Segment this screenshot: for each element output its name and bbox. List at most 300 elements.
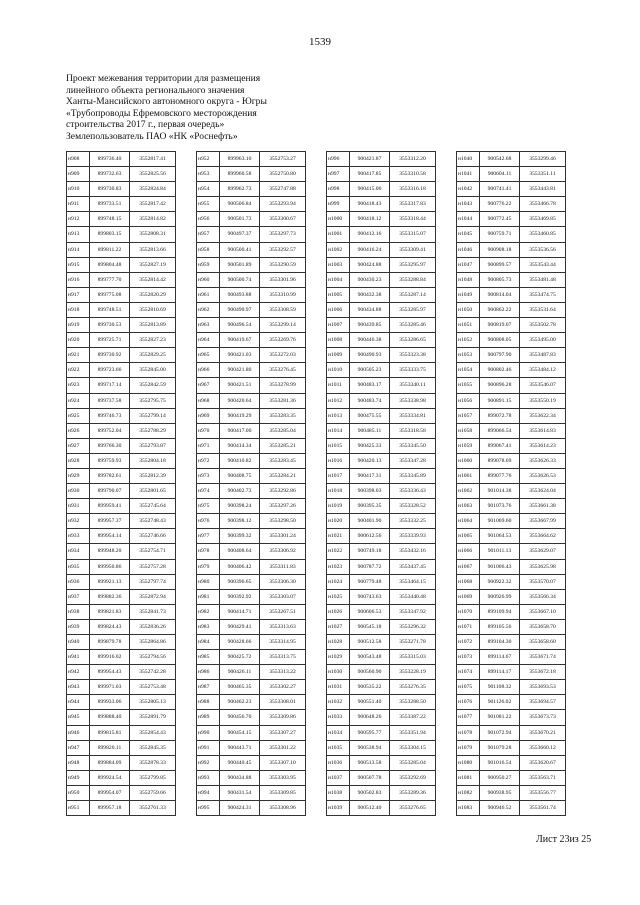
point-id: н931: [67, 499, 90, 514]
table-row: [67, 363, 176, 378]
table-row: [457, 333, 566, 348]
point-id: н996: [327, 152, 350, 167]
coord-x: 900759.71: [480, 227, 520, 242]
point-id: н1072: [457, 635, 480, 650]
coord-x: 899962.73: [220, 182, 260, 197]
coord-y: 3553298.50: [260, 514, 306, 529]
coord-x: 900779.48: [350, 574, 390, 589]
table-row: [67, 167, 176, 182]
table-row: [197, 378, 306, 393]
table-row: [197, 589, 306, 604]
table-row: [197, 197, 306, 212]
coord-y: 3552817.41: [130, 152, 176, 167]
coord-y: 3553318.58: [390, 423, 436, 438]
table-row: [197, 650, 306, 665]
coord-x: 899804.48: [90, 257, 130, 272]
table-row: [457, 242, 566, 257]
table-row: [197, 635, 306, 650]
table-row: [457, 665, 566, 680]
coord-x: 900606.53: [350, 604, 390, 619]
table-row: [67, 242, 176, 257]
coord-x: 900417.85: [350, 167, 390, 182]
table-row: [457, 302, 566, 317]
point-id: н975: [197, 499, 220, 514]
coord-y: 3553269.76: [260, 333, 306, 348]
table-row: [67, 408, 176, 423]
point-id: н1004: [327, 272, 350, 287]
coord-x: 899109.94: [480, 604, 520, 619]
coord-y: 3553440.48: [390, 589, 436, 604]
point-id: н949: [67, 770, 90, 785]
coord-x: 900542.68: [480, 152, 520, 167]
coord-y: 3553301.24: [260, 529, 306, 544]
point-id: н1061: [457, 468, 480, 483]
coord-y: 3553561.74: [520, 801, 566, 816]
coord-y: 3552805.13: [130, 695, 176, 710]
coord-x: 900414.71: [220, 604, 260, 619]
coord-x: 900926.99: [480, 589, 520, 604]
coord-x: 899879.78: [90, 635, 130, 650]
coord-x: 900604.11: [480, 167, 520, 182]
table-row: [327, 287, 436, 302]
coord-x: 900513.58: [350, 755, 390, 770]
point-id: н942: [67, 665, 90, 680]
point-id: н1002: [327, 242, 350, 257]
coord-x: 899811.22: [90, 242, 130, 257]
coord-y: 3553278.99: [260, 378, 306, 393]
table-row: [67, 725, 176, 740]
coord-x: 899959.41: [90, 499, 130, 514]
coord-y: 3553334.81: [390, 408, 436, 423]
point-id: н1044: [457, 212, 480, 227]
coord-y: 3553469.85: [520, 212, 566, 227]
coord-y: 3552799.85: [130, 770, 176, 785]
point-id: н973: [197, 468, 220, 483]
point-id: н1020: [327, 514, 350, 529]
table-row: [457, 257, 566, 272]
table-row: [327, 453, 436, 468]
coord-y: 3552753.48: [130, 680, 176, 695]
coord-y: 3553345.50: [390, 438, 436, 453]
coordinate-table: [196, 151, 306, 816]
coord-y: 3553304.15: [390, 740, 436, 755]
point-id: н1029: [327, 650, 350, 665]
point-id: н1011: [327, 378, 350, 393]
coord-x: 900896.28: [480, 378, 520, 393]
point-id: н976: [197, 514, 220, 529]
table-row: [327, 619, 436, 634]
point-id: н922: [67, 363, 90, 378]
table-row: [457, 438, 566, 453]
table-row: [457, 287, 566, 302]
table-row: [67, 318, 176, 333]
coord-y: 3553614.83: [520, 423, 566, 438]
coord-x: 901126.02: [480, 695, 520, 710]
point-id: н1038: [327, 785, 350, 800]
point-id: н1045: [457, 227, 480, 242]
table-row: [197, 499, 306, 514]
coord-y: 3552829.25: [130, 348, 176, 363]
table-row: [67, 152, 176, 167]
coord-x: 900512.40: [350, 801, 390, 816]
table-row: [67, 695, 176, 710]
coord-y: 3553693.53: [520, 680, 566, 695]
coord-x: 900802.46: [480, 363, 520, 378]
point-id: н965: [197, 348, 220, 363]
table-row: [327, 740, 436, 755]
coord-y: 3552745.64: [130, 499, 176, 514]
coord-x: 900485.11: [350, 423, 390, 438]
coord-x: 899766.30: [90, 438, 130, 453]
coord-y: 3553311.83: [260, 559, 306, 574]
coord-x: 899950.86: [90, 559, 130, 574]
table-row: [457, 740, 566, 755]
coord-x: 900424.88: [350, 257, 390, 272]
point-id: н1083: [457, 801, 480, 816]
point-id: н1027: [327, 619, 350, 634]
table-row: [67, 438, 176, 453]
coord-y: 3553307.10: [260, 755, 306, 770]
coord-x: 900505.23: [350, 363, 390, 378]
coord-x: 900454.15: [220, 725, 260, 740]
point-id: н938: [67, 604, 90, 619]
coord-y: 3553313.75: [260, 650, 306, 665]
coord-y: 3553285.04: [390, 755, 436, 770]
table-row: [327, 438, 436, 453]
coord-y: 3553347.28: [390, 453, 436, 468]
point-id: н1034: [327, 725, 350, 740]
coord-y: 3553302.27: [260, 680, 306, 695]
point-id: н1037: [327, 770, 350, 785]
coord-x: 899104.30: [480, 635, 520, 650]
table-row: [457, 363, 566, 378]
coordinate-table: [326, 151, 436, 816]
coord-x: 899790.07: [90, 484, 130, 499]
table-row: [327, 529, 436, 544]
coord-x: 900465.35: [220, 680, 260, 695]
point-id: н998: [327, 182, 350, 197]
coord-x: 899114.67: [480, 650, 520, 665]
point-id: н958: [197, 242, 220, 257]
header-line: строительства 2017 г., первая очередь»: [66, 119, 225, 131]
table-row: [197, 755, 306, 770]
coord-y: 3553299.46: [520, 152, 566, 167]
coord-y: 3553292.57: [260, 242, 306, 257]
table-row: [67, 785, 176, 800]
point-id: н969: [197, 408, 220, 423]
coord-y: 3552808.31: [130, 227, 176, 242]
coord-y: 3553614.23: [520, 438, 566, 453]
point-id: н921: [67, 348, 90, 363]
point-id: н967: [197, 378, 220, 393]
point-id: н1017: [327, 468, 350, 483]
point-id: н948: [67, 755, 90, 770]
coord-y: 3552795.75: [130, 393, 176, 408]
coord-y: 3553267.51: [260, 604, 306, 619]
point-id: н1009: [327, 348, 350, 363]
point-id: н1059: [457, 438, 480, 453]
table-row: [67, 453, 176, 468]
point-id: н1046: [457, 242, 480, 257]
coord-x: 901011.13: [480, 544, 520, 559]
point-id: н971: [197, 438, 220, 453]
table-row: [197, 423, 306, 438]
coord-x: 900434.88: [350, 302, 390, 317]
coord-y: 3553272.03: [260, 348, 306, 363]
coord-x: 899072.78: [480, 408, 520, 423]
point-id: н992: [197, 755, 220, 770]
table-row: [327, 559, 436, 574]
point-id: н1065: [457, 529, 480, 544]
table-row: [67, 514, 176, 529]
point-id: н1014: [327, 423, 350, 438]
point-id: н929: [67, 468, 90, 483]
table-row: [67, 499, 176, 514]
coord-x: 901016.54: [480, 755, 520, 770]
point-id: н952: [197, 152, 220, 167]
coord-x: 899882.36: [90, 589, 130, 604]
coord-y: 3553667.99: [520, 514, 566, 529]
coord-y: 3552891.79: [130, 710, 176, 725]
coord-y: 3553276.65: [390, 801, 436, 816]
coord-x: 899736.40: [90, 152, 130, 167]
coord-y: 3553303.07: [260, 589, 306, 604]
coord-x: 900443.71: [220, 740, 260, 755]
coord-y: 3552759.66: [130, 785, 176, 800]
table-row: [197, 182, 306, 197]
coord-x: 899752.04: [90, 423, 130, 438]
table-row: [327, 348, 436, 363]
coord-y: 3553671.74: [520, 650, 566, 665]
coord-y: 3553487.83: [520, 348, 566, 363]
point-id: н1031: [327, 680, 350, 695]
table-row: [327, 212, 436, 227]
coord-x: 899954.07: [90, 785, 130, 800]
coord-x: 899820.11: [90, 740, 130, 755]
point-id: н1001: [327, 227, 350, 242]
table-row: [197, 484, 306, 499]
point-id: н1055: [457, 378, 480, 393]
coord-x: 900398.12: [220, 514, 260, 529]
coord-x: 900440.45: [220, 755, 260, 770]
table-row: [197, 710, 306, 725]
coord-y: 3552845.35: [130, 740, 176, 755]
coord-x: 900612.56: [350, 529, 390, 544]
table-row: [327, 393, 436, 408]
table-row: [67, 378, 176, 393]
coord-x: 900922.32: [480, 574, 520, 589]
point-id: н919: [67, 318, 90, 333]
coord-y: 3553670.21: [520, 725, 566, 740]
coord-x: 900776.22: [480, 197, 520, 212]
table-row: [457, 650, 566, 665]
coord-y: 3553323.38: [390, 348, 436, 363]
point-id: н1052: [457, 333, 480, 348]
point-id: н1058: [457, 423, 480, 438]
coord-y: 3553314.95: [260, 635, 306, 650]
table-row: [67, 529, 176, 544]
coord-y: 3552761.33: [130, 801, 176, 816]
coord-x: 899746.73: [90, 408, 130, 423]
coord-x: 900506.84: [220, 197, 260, 212]
point-id: н990: [197, 725, 220, 740]
table-row: [327, 484, 436, 499]
point-id: н1015: [327, 438, 350, 453]
table-row: [67, 650, 176, 665]
header-line: Проект межевания территории для размещения: [66, 73, 261, 84]
table-row: [197, 212, 306, 227]
table-row: [197, 574, 306, 589]
coord-x: 900819.07: [480, 318, 520, 333]
table-row: [457, 725, 566, 740]
table-row: [67, 604, 176, 619]
point-id: н918: [67, 302, 90, 317]
coord-x: 900490.93: [350, 348, 390, 363]
coord-x: 900560.90: [350, 665, 390, 680]
coord-x: 899803.15: [90, 227, 130, 242]
coord-y: 3553481.48: [520, 272, 566, 287]
coord-y: 3553432.16: [390, 544, 436, 559]
coord-y: 3553336.43: [390, 484, 436, 499]
coord-y: 3553328.52: [390, 499, 436, 514]
point-id: н1041: [457, 167, 480, 182]
coord-x: 900398.03: [350, 484, 390, 499]
table-row: [197, 544, 306, 559]
point-id: н915: [67, 257, 90, 272]
coord-y: 3553624.04: [520, 484, 566, 499]
page-number: 1539: [309, 36, 331, 48]
coord-y: 3552842.59: [130, 378, 176, 393]
coord-y: 3553315.07: [390, 227, 436, 242]
coord-x: 900862.22: [480, 302, 520, 317]
table-row: [327, 755, 436, 770]
coord-y: 3553308.96: [260, 801, 306, 816]
table-row: [197, 333, 306, 348]
point-id: н947: [67, 740, 90, 755]
coord-x: 900424.31: [220, 801, 260, 816]
coord-y: 3553664.62: [520, 529, 566, 544]
coord-x: 901014.38: [480, 484, 520, 499]
point-id: н945: [67, 710, 90, 725]
coord-y: 3552812.39: [130, 468, 176, 483]
coord-y: 3553333.75: [390, 363, 436, 378]
table-row: [457, 499, 566, 514]
table-row: [197, 302, 306, 317]
table-row: [457, 227, 566, 242]
table-row: [67, 710, 176, 725]
point-id: н989: [197, 710, 220, 725]
coord-y: 3553310.58: [390, 167, 436, 182]
coord-y: 3553306.92: [260, 544, 306, 559]
coord-y: 3553484.12: [520, 363, 566, 378]
table-row: [457, 393, 566, 408]
table-row: [67, 755, 176, 770]
point-id: н970: [197, 423, 220, 438]
table-row: [457, 559, 566, 574]
header-line: Землепользователь ПАО «НК «Роснефть»: [66, 130, 238, 142]
table-row: [457, 348, 566, 363]
point-id: н1013: [327, 408, 350, 423]
point-id: н985: [197, 650, 220, 665]
coord-y: 3553332.25: [390, 514, 436, 529]
coord-x: 900421.03: [220, 348, 260, 363]
coord-y: 3553310.99: [260, 287, 306, 302]
table-row: [327, 650, 436, 665]
coord-y: 3553629.07: [520, 544, 566, 559]
coord-y: 3553307.27: [260, 725, 306, 740]
table-row: [197, 468, 306, 483]
table-row: [197, 152, 306, 167]
coord-y: 3553309.85: [260, 785, 306, 800]
table-row: [67, 227, 176, 242]
coord-y: 3553345.89: [390, 468, 436, 483]
table-row: [67, 393, 176, 408]
coord-y: 3553570.07: [520, 574, 566, 589]
coord-x: 900446.38: [350, 333, 390, 348]
point-id: н913: [67, 227, 90, 242]
coord-y: 3553276.35: [390, 680, 436, 695]
point-id: н982: [197, 604, 220, 619]
coord-x: 899748.51: [90, 302, 130, 317]
coord-x: 900950.27: [480, 770, 520, 785]
table-row: [457, 770, 566, 785]
coord-x: 901073.76: [480, 499, 520, 514]
coord-x: 899957.18: [90, 801, 130, 816]
coord-x: 900439.85: [350, 318, 390, 333]
point-id: н983: [197, 619, 220, 634]
table-row: [457, 484, 566, 499]
coord-x: 899717.14: [90, 378, 130, 393]
point-id: н954: [197, 182, 220, 197]
table-row: [457, 801, 566, 816]
table-row: [327, 725, 436, 740]
coord-x: 899777.70: [90, 272, 130, 287]
coord-y: 3553317.83: [390, 197, 436, 212]
table-row: [197, 348, 306, 363]
table-row: [327, 544, 436, 559]
point-id: н1019: [327, 499, 350, 514]
point-id: н928: [67, 453, 90, 468]
coord-x: 899078.69: [480, 453, 520, 468]
table-row: [197, 514, 306, 529]
table-row: [457, 574, 566, 589]
table-row: [67, 182, 176, 197]
point-id: н1021: [327, 529, 350, 544]
coord-y: 3553660.12: [520, 740, 566, 755]
coord-y: 3553292.69: [390, 770, 436, 785]
table-row: [457, 152, 566, 167]
coord-x: 900395.35: [350, 499, 390, 514]
coord-x: 900401.90: [350, 514, 390, 529]
coordinate-tables: [66, 151, 576, 812]
point-id: н1057: [457, 408, 480, 423]
table-row: [327, 574, 436, 589]
table-row: [197, 680, 306, 695]
table-row: [197, 725, 306, 740]
coord-y: 3553351.94: [390, 725, 436, 740]
point-id: н1054: [457, 363, 480, 378]
point-id: н1010: [327, 363, 350, 378]
point-id: н934: [67, 544, 90, 559]
table-row: [197, 287, 306, 302]
coord-y: 3553303.95: [260, 770, 306, 785]
coord-y: 3553297.73: [260, 227, 306, 242]
coord-x: 899725.71: [90, 333, 130, 348]
table-row: [197, 363, 306, 378]
coord-x: 899924.54: [90, 770, 130, 785]
point-id: н953: [197, 167, 220, 182]
coord-y: 3553285.97: [390, 302, 436, 317]
